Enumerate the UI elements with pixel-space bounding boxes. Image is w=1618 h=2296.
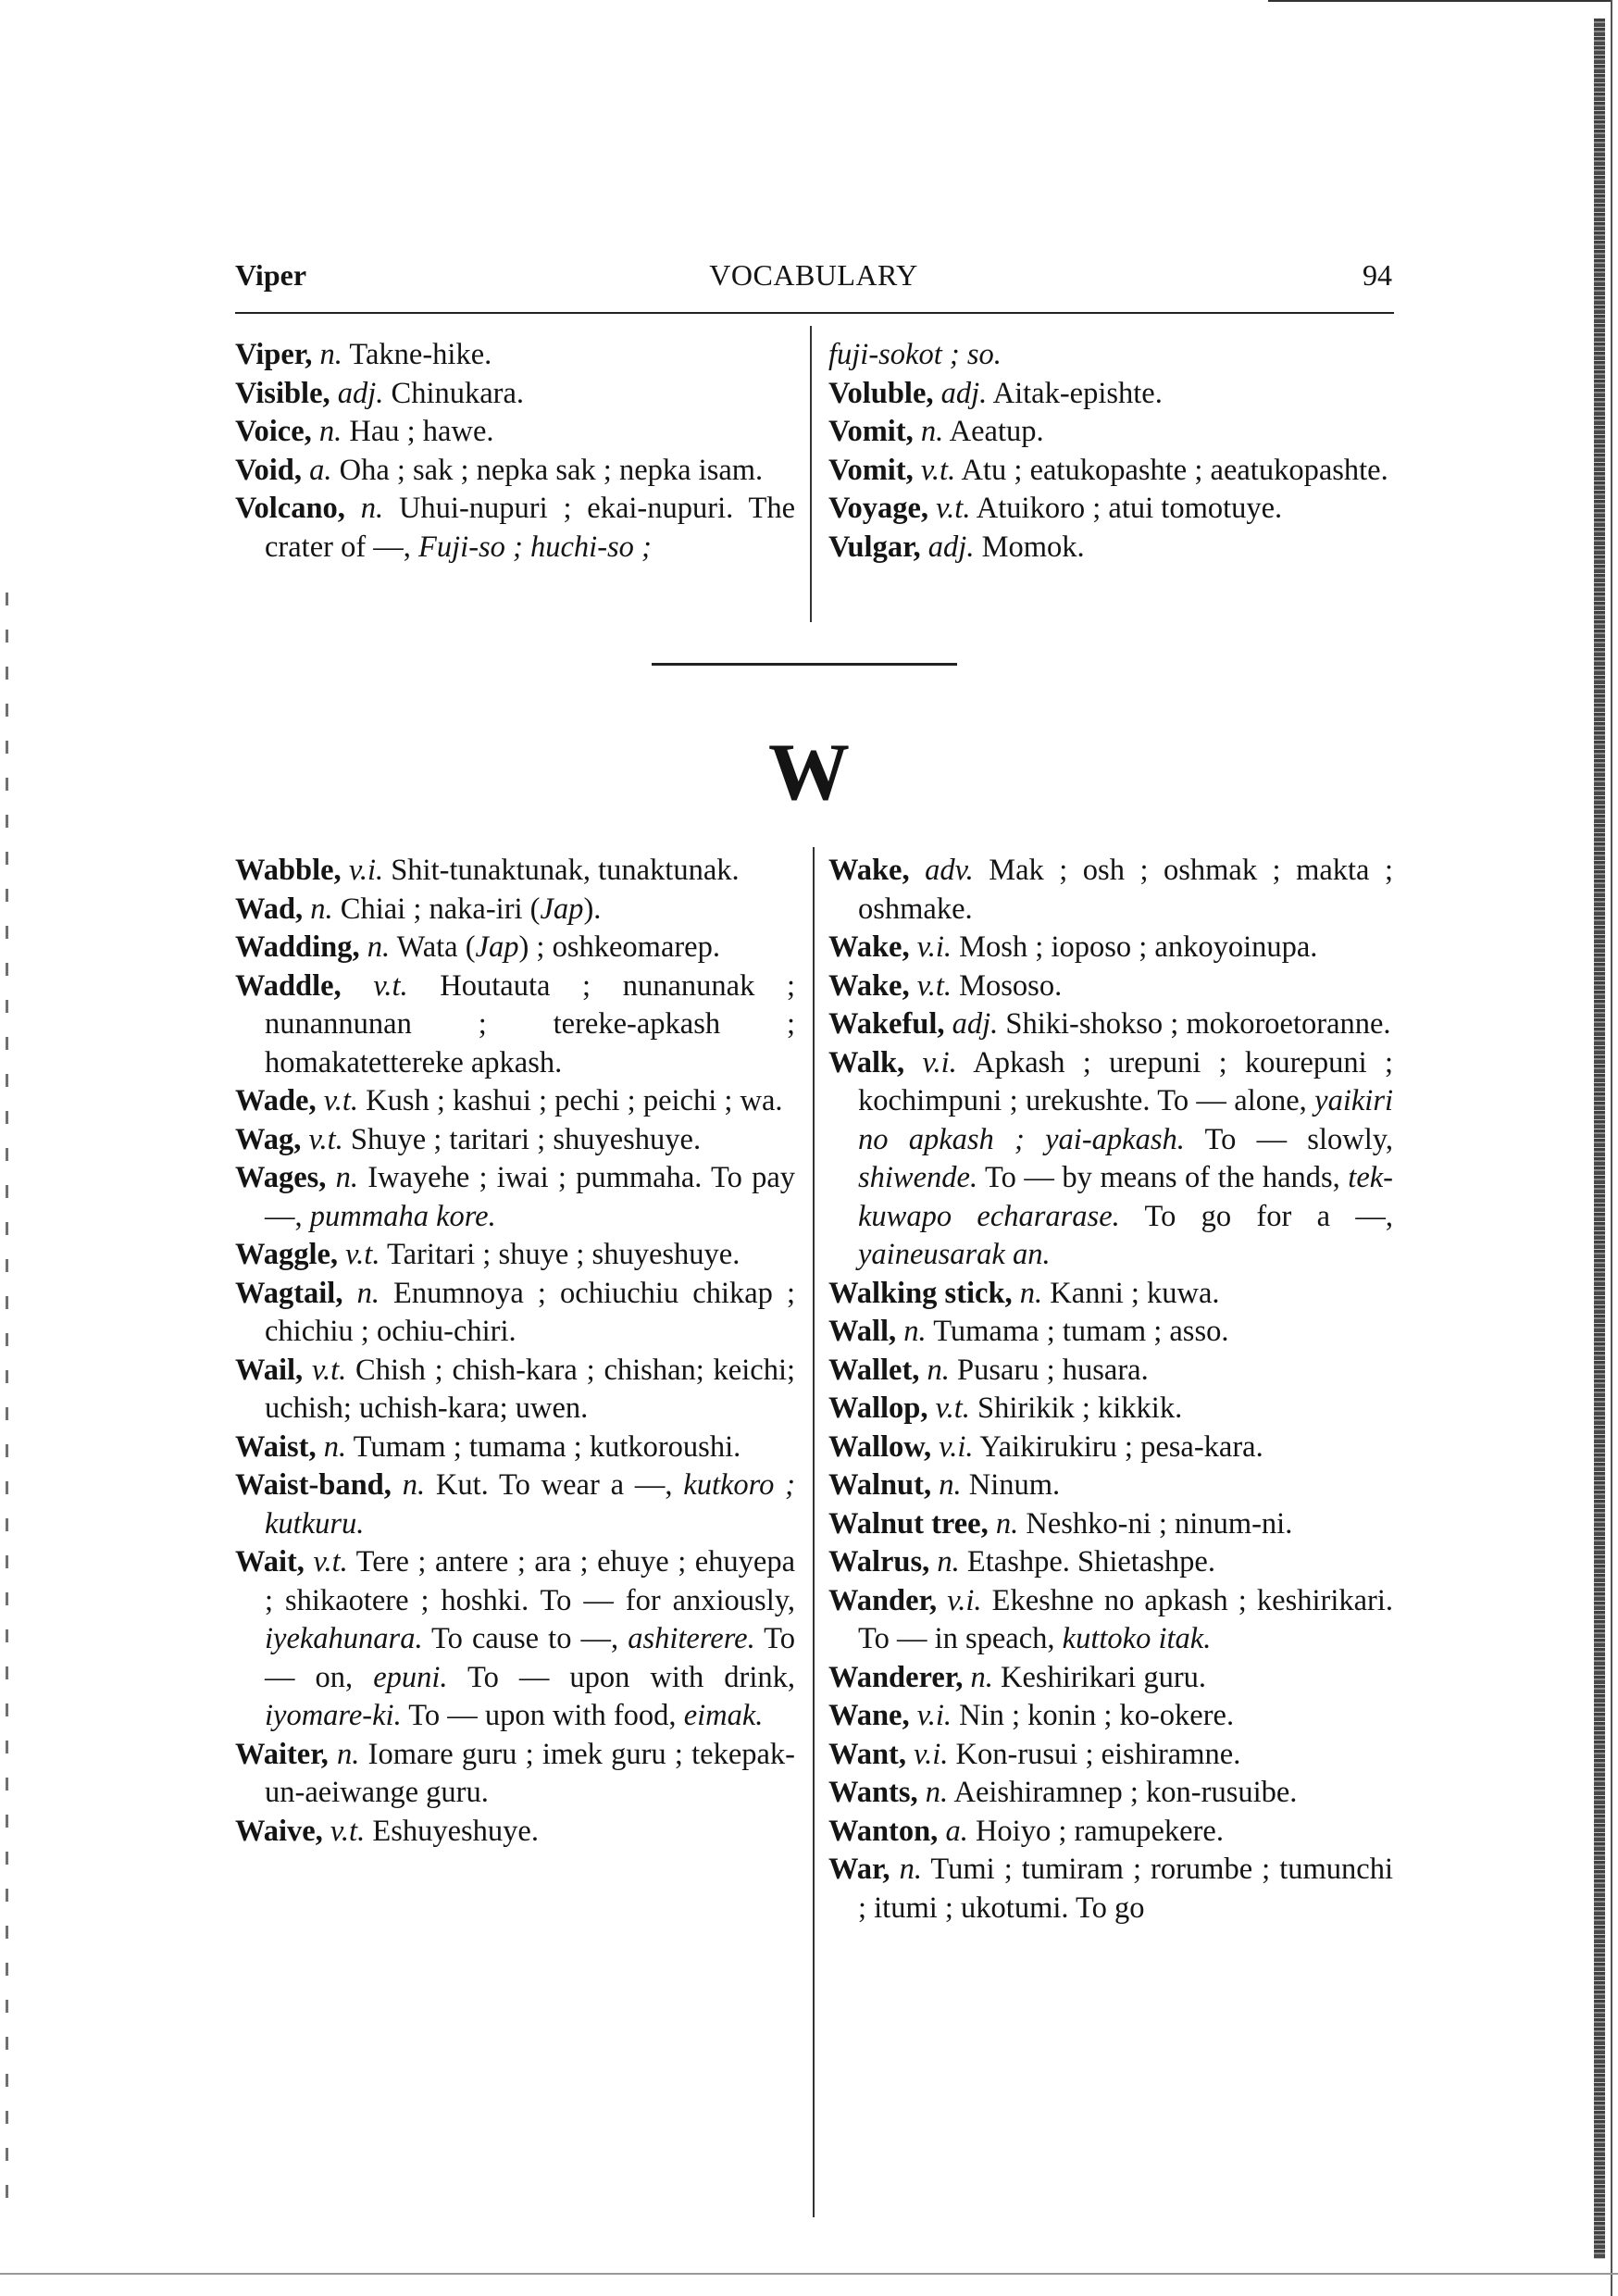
entry-part-of-speech: v.i. <box>916 1699 952 1732</box>
entry-definition: Iwayehe ; iwai ; pummaha. To pay —, <box>265 1161 795 1233</box>
entry-definition: Atu ; eatukopashte ; aeatukopashte. <box>955 453 1388 487</box>
entry-definition: Iomare guru ; imek guru ; tekepak-un-aeiwange guru. <box>265 1737 796 1809</box>
entry-part-of-speech: n. <box>360 492 384 525</box>
entry-headword: Want, <box>828 1737 906 1771</box>
entry-headword: Wall, <box>828 1315 897 1348</box>
entry-ainu-phrase: shiwende. <box>858 1161 978 1194</box>
entry-definition: ) ; oshkeomarep. <box>518 930 720 964</box>
column-divider-top <box>810 326 812 622</box>
scan-edge-shadow <box>1594 19 1605 2259</box>
entry-headword: Wakeful, <box>828 1007 945 1041</box>
entry-part-of-speech: n. <box>318 415 342 448</box>
entry-definition: Oha ; sak ; nepka sak ; nepka isam. <box>331 453 764 487</box>
entry-ainu-phrase: yaikiri no apkash ; yai-apkash. <box>858 1084 1393 1156</box>
dictionary-entry <box>828 1005 1393 1044</box>
entry-headword: Viper, <box>235 338 313 371</box>
entry-part-of-speech: adj. <box>337 376 384 410</box>
entry-part-of-speech: adj. <box>927 530 975 564</box>
entry-definition: Neshko-ni ; ninum-ni. <box>1018 1506 1293 1541</box>
dictionary-entry <box>235 1429 795 1467</box>
entry-part-of-speech: v.i. <box>939 1429 974 1464</box>
entry-ainu-phrase: kuttoko itak. <box>1062 1622 1212 1655</box>
dictionary-entry <box>828 1352 1393 1391</box>
entry-ainu-phrase: epuni. <box>373 1660 448 1694</box>
left-gutter-marks <box>6 593 8 2213</box>
entry-headword: Wander, <box>828 1583 938 1617</box>
entry-headword: Walnut tree, <box>828 1506 989 1541</box>
dictionary-entry <box>828 1813 1393 1852</box>
entry-headword: Wane, <box>828 1699 910 1732</box>
entry-definition: Taritari ; shuye ; shuyeshuye. <box>380 1238 741 1271</box>
entry-definition: Ninum. <box>961 1468 1061 1502</box>
entry-part-of-speech: n. <box>937 1545 960 1578</box>
entry-part-of-speech: n. <box>323 1429 347 1464</box>
entry-part-of-speech: n. <box>367 930 391 964</box>
entry-part-of-speech: n. <box>925 1776 949 1809</box>
entry-ainu-phrase: Jap <box>475 930 519 964</box>
dictionary-entry <box>828 1736 1393 1775</box>
dictionary-entry <box>235 490 795 567</box>
entry-definition: Enumnoya ; ochiuchiu chikap ; chichiu ; ochiu-chiri. <box>265 1276 796 1348</box>
entry-definition: Eshuyeshuye. <box>365 1814 539 1848</box>
dictionary-entry <box>235 1543 795 1736</box>
dictionary-entry <box>828 1774 1393 1813</box>
header-rule <box>235 312 1394 314</box>
entry-headword: Waist-band, <box>235 1468 392 1502</box>
section-letter: W <box>768 728 850 817</box>
dictionary-entry <box>828 1275 1393 1314</box>
entry-part-of-speech: a. <box>945 1814 968 1848</box>
entry-ainu-phrase: iyomare-ki. <box>265 1699 402 1732</box>
entry-part-of-speech: v.t. <box>311 1353 347 1387</box>
dictionary-entry <box>828 1543 1393 1582</box>
dictionary-entry <box>235 1082 795 1121</box>
entry-part-of-speech: v.t. <box>916 968 952 1003</box>
entry-headword: Wadding, <box>235 930 360 964</box>
entry-headword: Volcano, <box>235 492 345 525</box>
entry-definition: Aeatup. <box>943 415 1044 448</box>
entry-definition: Tere ; antere ; ara ; ehuye ; ehuyepa ; shikaotere ; hoshki. To — for anxiously, <box>265 1545 796 1617</box>
entry-definition: Shuye ; taritari ; shuyeshuye. <box>342 1122 702 1156</box>
entry-part-of-speech: v.i. <box>916 930 952 964</box>
dictionary-entry <box>828 452 1393 491</box>
dictionary-entry <box>828 1313 1393 1352</box>
entry-definition: Kon-rusui ; eishiramne. <box>948 1737 1241 1771</box>
dictionary-entry <box>828 929 1393 967</box>
entry-definition: To — on, <box>265 1622 796 1694</box>
entry-ainu-phrase: tek-kuwapo echararase. <box>858 1161 1393 1233</box>
entry-part-of-speech: adv. <box>925 854 974 887</box>
entry-headword: Walking stick, <box>828 1276 1013 1310</box>
entry-headword: Waist, <box>235 1429 317 1464</box>
entry-headword: Wanderer, <box>828 1660 964 1694</box>
dictionary-entry <box>828 1505 1393 1544</box>
dictionary-entry <box>828 1390 1393 1429</box>
entry-definition: Chish ; chish-kara ; chishan; keichi; uchish; uchish-kara; uwen. <box>265 1353 795 1425</box>
entry-headword: Wants, <box>828 1776 918 1809</box>
scan-edge-line <box>1611 0 1612 2296</box>
entry-definition: To — slowly, <box>1184 1122 1394 1156</box>
entry-part-of-speech: n. <box>319 338 342 371</box>
entry-definition: ). <box>583 892 602 926</box>
entry-definition: Uhui-nupuri ; ekai-nupuri. The crater of —, <box>265 492 795 564</box>
entry-headword: Wanton, <box>828 1814 939 1848</box>
entry-headword: Wait, <box>235 1545 305 1578</box>
entry-definition: Mosh ; ioposo ; ankoyoinupa. <box>952 930 1318 964</box>
running-title: VOCABULARY <box>709 258 918 292</box>
entry-definition: Pusaru ; husara. <box>949 1353 1149 1387</box>
entry-definition: Wata ( <box>390 930 476 964</box>
entry-headword: Waggle, <box>235 1238 339 1271</box>
entry-definition: Chinukara. <box>383 376 525 410</box>
dictionary-entry <box>828 852 1393 929</box>
top-right-column <box>828 336 1393 567</box>
entry-part-of-speech: v.t. <box>330 1814 366 1848</box>
entry-definition: To cause to —, <box>422 1622 629 1655</box>
section-separator <box>652 663 957 666</box>
entry-definition: To — upon with food, <box>401 1699 684 1732</box>
dictionary-entry <box>235 852 795 891</box>
entry-definition: Kush ; kashui ; pechi ; peichi ; wa. <box>358 1084 783 1117</box>
entry-ainu-phrase: yaineusarak an. <box>858 1238 1051 1271</box>
entry-definition: To — upon with drink, <box>447 1660 795 1694</box>
entry-part-of-speech: n. <box>903 1315 927 1348</box>
entry-definition: Mak ; osh ; oshmak ; makta ; oshmake. <box>858 854 1394 926</box>
entry-definition: Kanni ; kuwa. <box>1042 1276 1220 1310</box>
entry-headword: Vomit, <box>828 415 914 448</box>
dictionary-entry <box>235 1352 795 1429</box>
entry-headword: Wag, <box>235 1122 302 1156</box>
entry-part-of-speech: n. <box>899 1853 922 1886</box>
dictionary-entry <box>235 1159 795 1236</box>
bottom-scan-mark <box>0 2273 1618 2275</box>
top-scan-mark <box>1268 0 1611 2</box>
entry-part-of-speech: n. <box>310 892 333 926</box>
dictionary-entry <box>235 929 795 967</box>
running-head <box>235 252 1392 298</box>
dictionary-entry <box>828 1851 1393 1928</box>
dictionary-entry <box>828 1582 1393 1659</box>
entry-part-of-speech: n. <box>920 415 944 448</box>
entry-definition: Atuikoro ; atui tomotuye. <box>970 492 1283 525</box>
dictionary-entry <box>235 375 795 414</box>
entry-headword: Vulgar, <box>828 530 921 564</box>
entry-headword: Wake, <box>828 930 910 964</box>
dictionary-entry <box>235 1466 795 1543</box>
entry-headword: Wallet, <box>828 1353 920 1387</box>
entry-ainu-phrase: eimak. <box>683 1699 764 1732</box>
entry-definition: Aeishiramnep ; kon-rusuibe. <box>948 1776 1298 1809</box>
entry-part-of-speech: v.i. <box>914 1737 949 1771</box>
entry-headword: War, <box>828 1853 890 1886</box>
entry-headword: Walk, <box>828 1045 905 1079</box>
entry-part-of-speech: n. <box>995 1506 1019 1541</box>
entry-ainu-phrase: kutkoro ; kutkuru. <box>265 1468 795 1541</box>
entry-part-of-speech: v.t. <box>935 1391 970 1425</box>
entry-part-of-speech: n. <box>939 1468 962 1502</box>
dictionary-entry <box>828 1697 1393 1736</box>
entry-definition: To — by means of the hands, <box>977 1161 1349 1194</box>
entry-definition: Shiki-shokso ; mokoroetoranne. <box>998 1007 1391 1041</box>
entry-headword: Wail, <box>235 1353 304 1387</box>
dictionary-entry <box>828 529 1393 568</box>
entry-definition: Apkash ; urepuni ; kourepuni ; kochimpuni ; urekushte. To — alone, <box>858 1045 1393 1117</box>
entry-part-of-speech: n. <box>356 1276 380 1310</box>
w-left-column <box>235 852 795 1851</box>
column-divider-w <box>813 847 815 2217</box>
dictionary-entry <box>235 413 795 452</box>
dictionary-entry <box>828 1044 1393 1275</box>
entry-part-of-speech: v.t. <box>920 453 956 487</box>
entry-headword: Wabble, <box>235 854 342 887</box>
entry-headword: Wade, <box>235 1084 317 1117</box>
entry-headword: Wake, <box>828 854 910 887</box>
entry-part-of-speech: adj. <box>940 376 988 410</box>
entry-part-of-speech: n. <box>1019 1276 1043 1310</box>
entry-ainu-phrase: pummaha kore. <box>309 1199 496 1233</box>
dictionary-entry <box>828 336 1393 375</box>
entry-definition: Chiai ; naka-iri ( <box>332 892 541 926</box>
top-left-column <box>235 336 795 567</box>
dictionary-entry <box>235 1121 795 1160</box>
entry-definition: Etashpe. Shietashpe. <box>959 1545 1215 1578</box>
entry-headword: Waive, <box>235 1814 323 1848</box>
w-right-column <box>828 852 1393 1928</box>
entry-part-of-speech: a. <box>309 453 332 487</box>
entry-headword: Waiter, <box>235 1737 329 1771</box>
entry-definition: Houtauta ; nunanunak ; nunannunan ; tereke-apkash ; homakatettereke apkash. <box>265 968 796 1079</box>
dictionary-entry <box>828 967 1393 1006</box>
entry-headword: Wad, <box>235 892 304 926</box>
dictionary-entry <box>828 490 1393 529</box>
dictionary-entry <box>828 413 1393 452</box>
entry-ainu-phrase: ashiterere. <box>628 1622 755 1655</box>
entry-headword: Voluble, <box>828 376 934 410</box>
entry-definition: Tumi ; tumiram ; rorumbe ; tumunchi ; itumi ; ukotumi. To go <box>858 1853 1394 1925</box>
entry-part-of-speech: adj. <box>952 1007 999 1041</box>
entry-part-of-speech: n. <box>927 1353 950 1387</box>
entry-headword: Wake, <box>828 968 910 1003</box>
entry-definition: Momok. <box>974 530 1085 564</box>
entry-definition: Keshirikari guru. <box>992 1660 1207 1694</box>
entry-part-of-speech: v.t. <box>323 1084 359 1117</box>
page-number: 94 <box>1363 258 1392 292</box>
entry-part-of-speech: n. <box>335 1161 358 1194</box>
entry-ainu-phrase: fuji-sokot ; so. <box>828 338 1002 371</box>
entry-definition: Kut. To wear a —, <box>425 1468 684 1502</box>
dictionary-entry <box>235 336 795 375</box>
entry-part-of-speech: v.t. <box>936 492 971 525</box>
entry-headword: Waddle, <box>235 968 342 1003</box>
entry-part-of-speech: v.i. <box>348 854 384 887</box>
entry-definition: Nin ; konin ; ko-okere. <box>952 1699 1235 1732</box>
entry-headword: Voice, <box>235 415 312 448</box>
entry-headword: Wallop, <box>828 1391 928 1425</box>
entry-definition: Aitak-epishte. <box>987 376 1163 410</box>
entry-headword: Wages, <box>235 1161 327 1194</box>
dictionary-entry <box>235 967 795 1083</box>
dictionary-entry <box>828 1466 1393 1505</box>
dictionary-entry <box>235 1275 795 1352</box>
entry-definition: To go for a —, <box>1119 1199 1393 1233</box>
running-headword: Viper <box>235 258 307 292</box>
entry-part-of-speech: v.t. <box>373 968 408 1003</box>
entry-part-of-speech: v.t. <box>313 1545 348 1578</box>
entry-headword: Visible, <box>235 376 330 410</box>
dictionary-entry <box>235 452 795 491</box>
dictionary-entry <box>828 1659 1393 1698</box>
entry-definition: Yaikirukiru ; pesa-kara. <box>973 1429 1263 1464</box>
entry-headword: Voyage, <box>828 492 929 525</box>
entry-part-of-speech: v.t. <box>345 1238 380 1271</box>
entry-ainu-phrase: Fuji-so ; huchi-so ; <box>418 530 652 564</box>
entry-definition: Shit-tunaktunak, tunaktunak. <box>383 854 740 887</box>
entry-part-of-speech: n. <box>970 1660 993 1694</box>
dictionary-entry <box>235 1736 795 1813</box>
entry-definition: Shirikik ; kikkik. <box>969 1391 1183 1425</box>
entry-headword: Wagtail, <box>235 1276 343 1310</box>
entry-headword: Void, <box>235 453 302 487</box>
entry-headword: Walrus, <box>828 1545 930 1578</box>
entry-definition: Ekeshne no apkash ; keshirikari. To — in speach, <box>858 1583 1394 1655</box>
entry-ainu-phrase: Jap <box>540 892 584 926</box>
entry-ainu-phrase: iyekahunara. <box>265 1622 423 1655</box>
entry-headword: Walnut, <box>828 1468 932 1502</box>
entry-definition: Hoiyo ; ramupekere. <box>967 1814 1224 1848</box>
entry-part-of-speech: v.t. <box>308 1122 343 1156</box>
entry-definition: Tumam ; tumama ; kutkoroushi. <box>346 1429 741 1464</box>
entry-part-of-speech: v.i. <box>947 1583 982 1617</box>
entry-part-of-speech: v.i. <box>922 1045 957 1079</box>
entry-part-of-speech: n. <box>402 1468 426 1502</box>
entry-definition: Mososo. <box>952 968 1063 1003</box>
entry-part-of-speech: n. <box>337 1737 360 1771</box>
entry-headword: Vomit, <box>828 453 914 487</box>
dictionary-entry <box>828 1429 1393 1467</box>
dictionary-entry <box>235 1236 795 1275</box>
entry-definition: Hau ; hawe. <box>342 415 494 448</box>
dictionary-entry <box>235 1813 795 1852</box>
dictionary-entry <box>828 375 1393 414</box>
entry-definition: Tumama ; tumam ; asso. <box>926 1315 1229 1348</box>
entry-definition: Takne-hike. <box>342 338 492 371</box>
dictionary-entry <box>235 891 795 930</box>
entry-headword: Wallow, <box>828 1429 932 1464</box>
